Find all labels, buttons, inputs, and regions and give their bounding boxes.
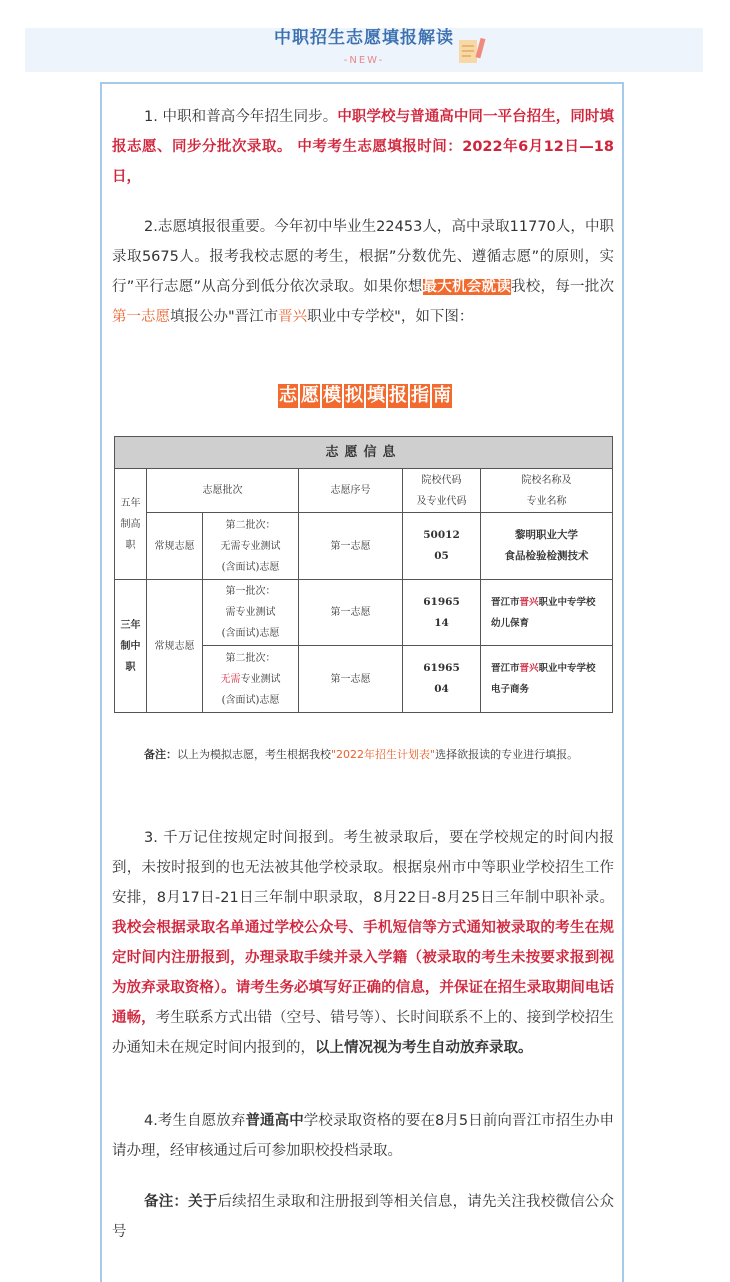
- guide-char: 报: [389, 385, 407, 406]
- paragraph-3: 3. 千万记住按规定时间报到。考生被录取后，要在学校规定的时间内报到，未按时报到的也无法被其他学校录取。根据泉州市中等职业学校招生工作安排，8月17日-21日三年制中职录取，8月22日-8月25日三年制中职补录。我校会根据录取名单通过学校公众号、手机短信等方式通知被录取的考生在规定时间内注册报到，办理录取手续并录入学籍（被录取的考生未按要求报到视为放弃录取资格）。请考生务必填写好正确的信息，并保证在招生录取期间电话通畅，考生联系方式出错（空号、错号等）、长时间联系不上的、接到学校招生办通知未在规定时间内报到的，以上情况视为考生自动放弃录取。: [112, 830, 614, 1056]
- note-2: 备注：关于后续招生录取和注册报到等相关信息，请先关注我校微信公众号: [112, 1194, 614, 1240]
- guide-char: 填: [367, 385, 385, 406]
- p2-highlight: 最大机会就读: [422, 279, 512, 295]
- guide-char: 模: [323, 385, 341, 406]
- volunteer-table: [114, 436, 613, 713]
- p1-highlight: 中职学校与普通高中同一平台招生，同时填报志愿、同步分批次录取。 中考考生志愿填报时间：2022年6月12日—18日，: [112, 109, 614, 185]
- p2-text-a: 2.志愿填报很重要。今年初中毕业生22453人，高中录取11770人，中职录取5675人。报考我校志愿的考生，根据”分数优先、遵循志愿”的原则，实行”平行志愿”从高分到低分依次录取。如果你想: [112, 219, 614, 295]
- table-group-5yr: 五年 制高 职: [115, 469, 147, 580]
- header-batch: 志愿批次: [147, 469, 299, 513]
- guide-char: 拟: [345, 385, 363, 406]
- header-name: 院校名称及 专业名称: [481, 469, 613, 513]
- header-code: 院校代码 及专业代码: [403, 469, 481, 513]
- header-order: 志愿序号: [299, 469, 403, 513]
- header-banner: [25, 28, 703, 72]
- p2-first-choice: 第一志愿: [112, 309, 170, 325]
- table-group-3yr: 三年 制中 职: [115, 580, 147, 713]
- guide-char: 愿: [301, 385, 319, 406]
- table-row: 常规志愿 第二批次： 无需专业测试 (含面试)志愿 第一志愿 50012 05 黎明职业大学 食品检验检测技术: [115, 513, 613, 580]
- table-row: 第二批次： 无需专业测试 (含面试)志愿 第一志愿 61965 04 晋江市晋兴职业中专学校 电子商务: [115, 646, 613, 713]
- table-row: 三年 制中 职 常规志愿 第一批次： 需专业测试 (含面试)志愿 第一志愿 61965 14 晋江市晋兴职业中专学校 幼儿保育: [115, 580, 613, 646]
- plan-link[interactable]: "2022年招生计划表": [331, 748, 436, 761]
- paragraph-1: [112, 102, 614, 192]
- table-title: 志愿信息: [115, 437, 613, 469]
- p1-text: 1. 中职和普高今年招生同步。: [144, 109, 338, 125]
- paragraph-4: 4.考生自愿放弃普通高中学校录取资格的要在8月5日前向晋江市招生办申请办理，经审核通过后可参加职校投档录取。: [112, 1113, 615, 1159]
- guide-char: 志: [279, 385, 297, 406]
- note-1: 备注：以上为模拟志愿，考生根据我校"2022年招生计划表"选择欲报读的专业进行填报。: [144, 748, 579, 761]
- paragraph-2: [112, 212, 614, 332]
- guide-title: [0, 384, 730, 408]
- p2-text-d: 填报公办"晋江市: [170, 309, 279, 325]
- guide-char: 南: [433, 385, 451, 406]
- header-subtitle: -NEW-: [343, 55, 385, 66]
- page-title: 中职招生志愿填报解读: [274, 28, 454, 48]
- guide-char: 指: [411, 385, 429, 406]
- p2-text-f: 职业中专学校"，如下图：: [307, 309, 474, 325]
- p2-text-b: 我校，每一批次: [511, 279, 615, 295]
- p2-school-red: 晋兴: [278, 309, 308, 325]
